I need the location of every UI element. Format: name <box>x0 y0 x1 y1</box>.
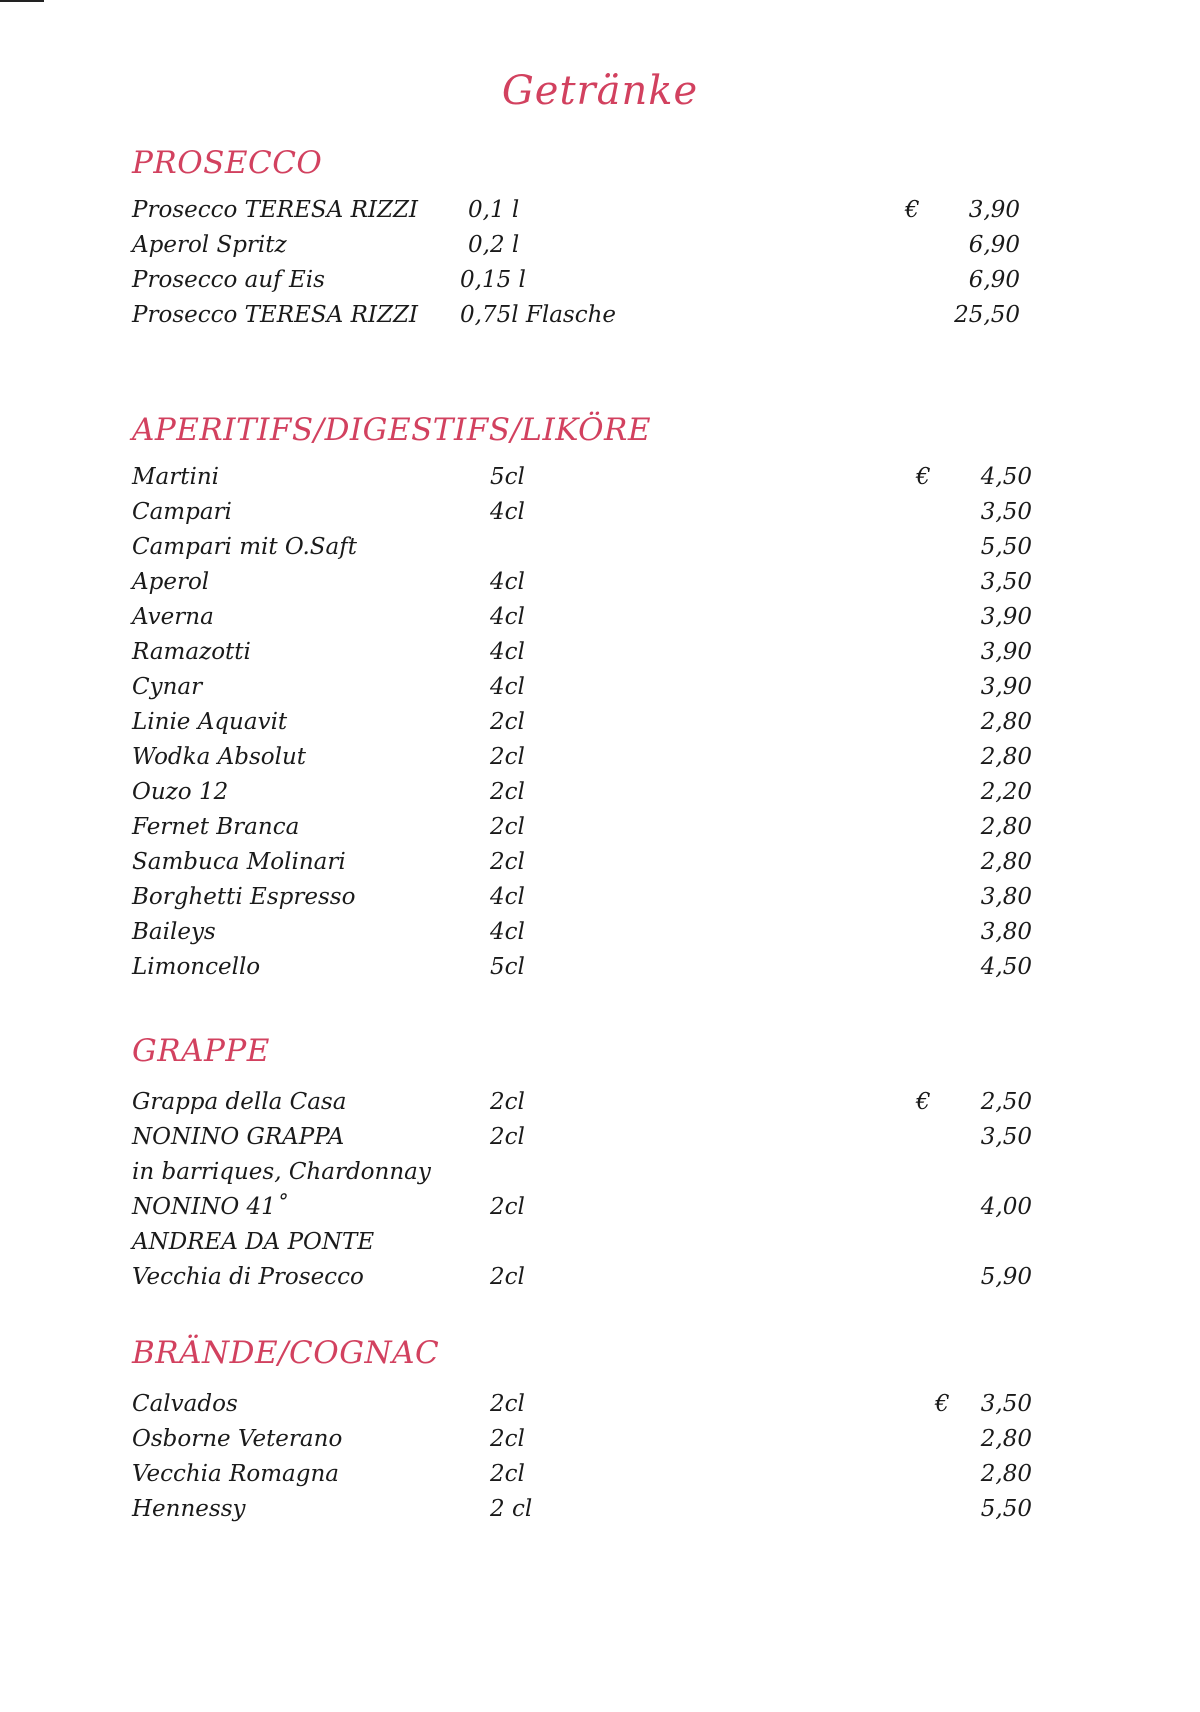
item-name: NONINO GRAPPA <box>132 1124 345 1150</box>
item-price: 5,90 <box>980 1264 1032 1290</box>
item-quantity: 2cl <box>490 814 525 840</box>
menu-row <box>132 1260 1032 1295</box>
menu-row <box>132 880 1032 915</box>
item-name: Sambuca Molinari <box>132 849 346 875</box>
item-quantity: 4cl <box>490 604 525 630</box>
item-quantity: 5cl <box>490 464 525 490</box>
menu-row <box>132 600 1032 635</box>
item-name: Linie Aquavit <box>132 709 288 735</box>
item-quantity: 0,1 l <box>468 197 520 223</box>
item-price: 2,80 <box>980 814 1032 840</box>
item-price: 3,50 <box>980 1124 1032 1150</box>
item-name: Osborne Veterano <box>132 1426 343 1452</box>
item-name: Baileys <box>132 919 216 945</box>
item-price: 2,20 <box>980 779 1032 805</box>
menu-row <box>132 1457 1032 1492</box>
menu-row <box>132 1190 1032 1225</box>
item-price: 2,80 <box>980 849 1032 875</box>
item-price: 3,50 <box>980 569 1032 595</box>
menu-row <box>132 1225 1032 1260</box>
item-name: Limoncello <box>132 954 261 980</box>
menu-row <box>132 228 1032 263</box>
menu-row <box>132 915 1032 950</box>
menu-row <box>132 1387 1032 1422</box>
item-name: Aperol <box>132 569 210 595</box>
item-price: 5,50 <box>980 534 1032 560</box>
item-quantity: 2cl <box>490 1461 525 1487</box>
item-name: NONINO 41˚ <box>132 1194 288 1220</box>
menu-row <box>132 1085 1032 1120</box>
item-price: 6,90 <box>968 232 1020 258</box>
item-quantity: 0,75l Flasche <box>460 302 617 328</box>
currency-symbol: € <box>905 197 920 223</box>
item-quantity: 2cl <box>490 1426 525 1452</box>
item-quantity: 4cl <box>490 674 525 700</box>
menu-row <box>132 775 1032 810</box>
item-name: Campari <box>132 499 232 525</box>
section-heading: BRÄNDE/COGNAC <box>132 1335 440 1371</box>
item-name: Vecchia Romagna <box>132 1461 339 1487</box>
section-prosecco <box>132 141 1032 333</box>
item-name: Ouzo 12 <box>132 779 229 805</box>
item-quantity: 2cl <box>490 1194 525 1220</box>
item-name: Prosecco TERESA RIZZI <box>132 302 419 328</box>
currency-symbol: € <box>916 1089 931 1115</box>
item-quantity: 5cl <box>490 954 525 980</box>
menu-row <box>132 298 1032 333</box>
item-price: 4,50 <box>980 464 1032 490</box>
menu-row <box>132 1155 1032 1190</box>
item-name: Prosecco TERESA RIZZI <box>132 197 419 223</box>
menu-row <box>132 263 1032 298</box>
item-quantity: 2cl <box>490 1264 525 1290</box>
item-name: Cynar <box>132 674 203 700</box>
item-price: 2,80 <box>980 709 1032 735</box>
item-name: Grappa della Casa <box>132 1089 347 1115</box>
item-price: 3,90 <box>968 197 1020 223</box>
item-name: Averna <box>132 604 214 630</box>
item-quantity: 2cl <box>490 1124 525 1150</box>
item-name: in barriques, Chardonnay <box>132 1159 431 1185</box>
item-quantity: 0,15 l <box>460 267 526 293</box>
section-aperitifs <box>132 408 1032 985</box>
item-quantity: 4cl <box>490 639 525 665</box>
item-quantity: 4cl <box>490 499 525 525</box>
item-price: 3,90 <box>980 604 1032 630</box>
menu-row <box>132 565 1032 600</box>
menu-row <box>132 635 1032 670</box>
item-price: 3,50 <box>980 499 1032 525</box>
item-price: 3,90 <box>980 639 1032 665</box>
item-name: ANDREA DA PONTE <box>132 1229 375 1255</box>
menu-row <box>132 740 1032 775</box>
currency-symbol: € <box>935 1391 950 1417</box>
menu-row <box>132 1120 1032 1155</box>
menu-row <box>132 950 1032 985</box>
section-braende-cognac <box>132 1331 1032 1527</box>
item-quantity: 2cl <box>490 1089 525 1115</box>
section-heading: APERITIFS/DIGESTIFS/LIKÖRE <box>132 412 651 448</box>
page-title: Getränke <box>501 68 699 114</box>
item-name: Campari mit O.Saft <box>132 534 357 560</box>
scan-edge-line <box>0 0 44 2</box>
item-name: Fernet Branca <box>132 814 300 840</box>
item-name: Wodka Absolut <box>132 744 307 770</box>
item-price: 2,80 <box>980 1461 1032 1487</box>
menu-row <box>132 193 1032 228</box>
item-name: Prosecco auf Eis <box>132 267 325 293</box>
menu-row <box>132 530 1032 565</box>
item-price: 3,80 <box>980 919 1032 945</box>
item-name: Calvados <box>132 1391 238 1417</box>
item-price: 2,80 <box>980 744 1032 770</box>
item-price: 4,00 <box>980 1194 1032 1220</box>
item-name: Vecchia di Prosecco <box>132 1264 364 1290</box>
item-price: 6,90 <box>968 267 1020 293</box>
section-heading: GRAPPE <box>132 1033 270 1069</box>
item-price: 4,50 <box>980 954 1032 980</box>
item-name: Hennessy <box>132 1496 246 1522</box>
menu-row <box>132 670 1032 705</box>
item-quantity: 2cl <box>490 709 525 735</box>
item-price: 5,50 <box>980 1496 1032 1522</box>
currency-symbol: € <box>916 464 931 490</box>
section-heading: PROSECCO <box>132 145 323 181</box>
item-price: 3,50 <box>980 1391 1032 1417</box>
item-quantity: 2cl <box>490 744 525 770</box>
item-quantity: 2cl <box>490 779 525 805</box>
item-price: 3,80 <box>980 884 1032 910</box>
item-price: 2,80 <box>980 1426 1032 1452</box>
item-price: 25,50 <box>954 302 1020 328</box>
item-name: Martini <box>132 464 220 490</box>
item-quantity: 0,2 l <box>468 232 520 258</box>
menu-row <box>132 1492 1032 1527</box>
menu-row <box>132 845 1032 880</box>
menu-row <box>132 705 1032 740</box>
item-name: Ramazotti <box>132 639 251 665</box>
item-name: Borghetti Espresso <box>132 884 356 910</box>
item-price: 3,90 <box>980 674 1032 700</box>
item-quantity: 2cl <box>490 1391 525 1417</box>
item-quantity: 4cl <box>490 884 525 910</box>
item-quantity: 2 cl <box>490 1496 533 1522</box>
item-quantity: 4cl <box>490 569 525 595</box>
item-quantity: 2cl <box>490 849 525 875</box>
item-price: 2,50 <box>980 1089 1032 1115</box>
menu-row <box>132 810 1032 845</box>
item-name: Aperol Spritz <box>132 232 287 258</box>
item-quantity: 4cl <box>490 919 525 945</box>
menu-row <box>132 1422 1032 1457</box>
section-grappe <box>132 1029 1032 1295</box>
menu-row <box>132 495 1032 530</box>
menu-row <box>132 460 1032 495</box>
